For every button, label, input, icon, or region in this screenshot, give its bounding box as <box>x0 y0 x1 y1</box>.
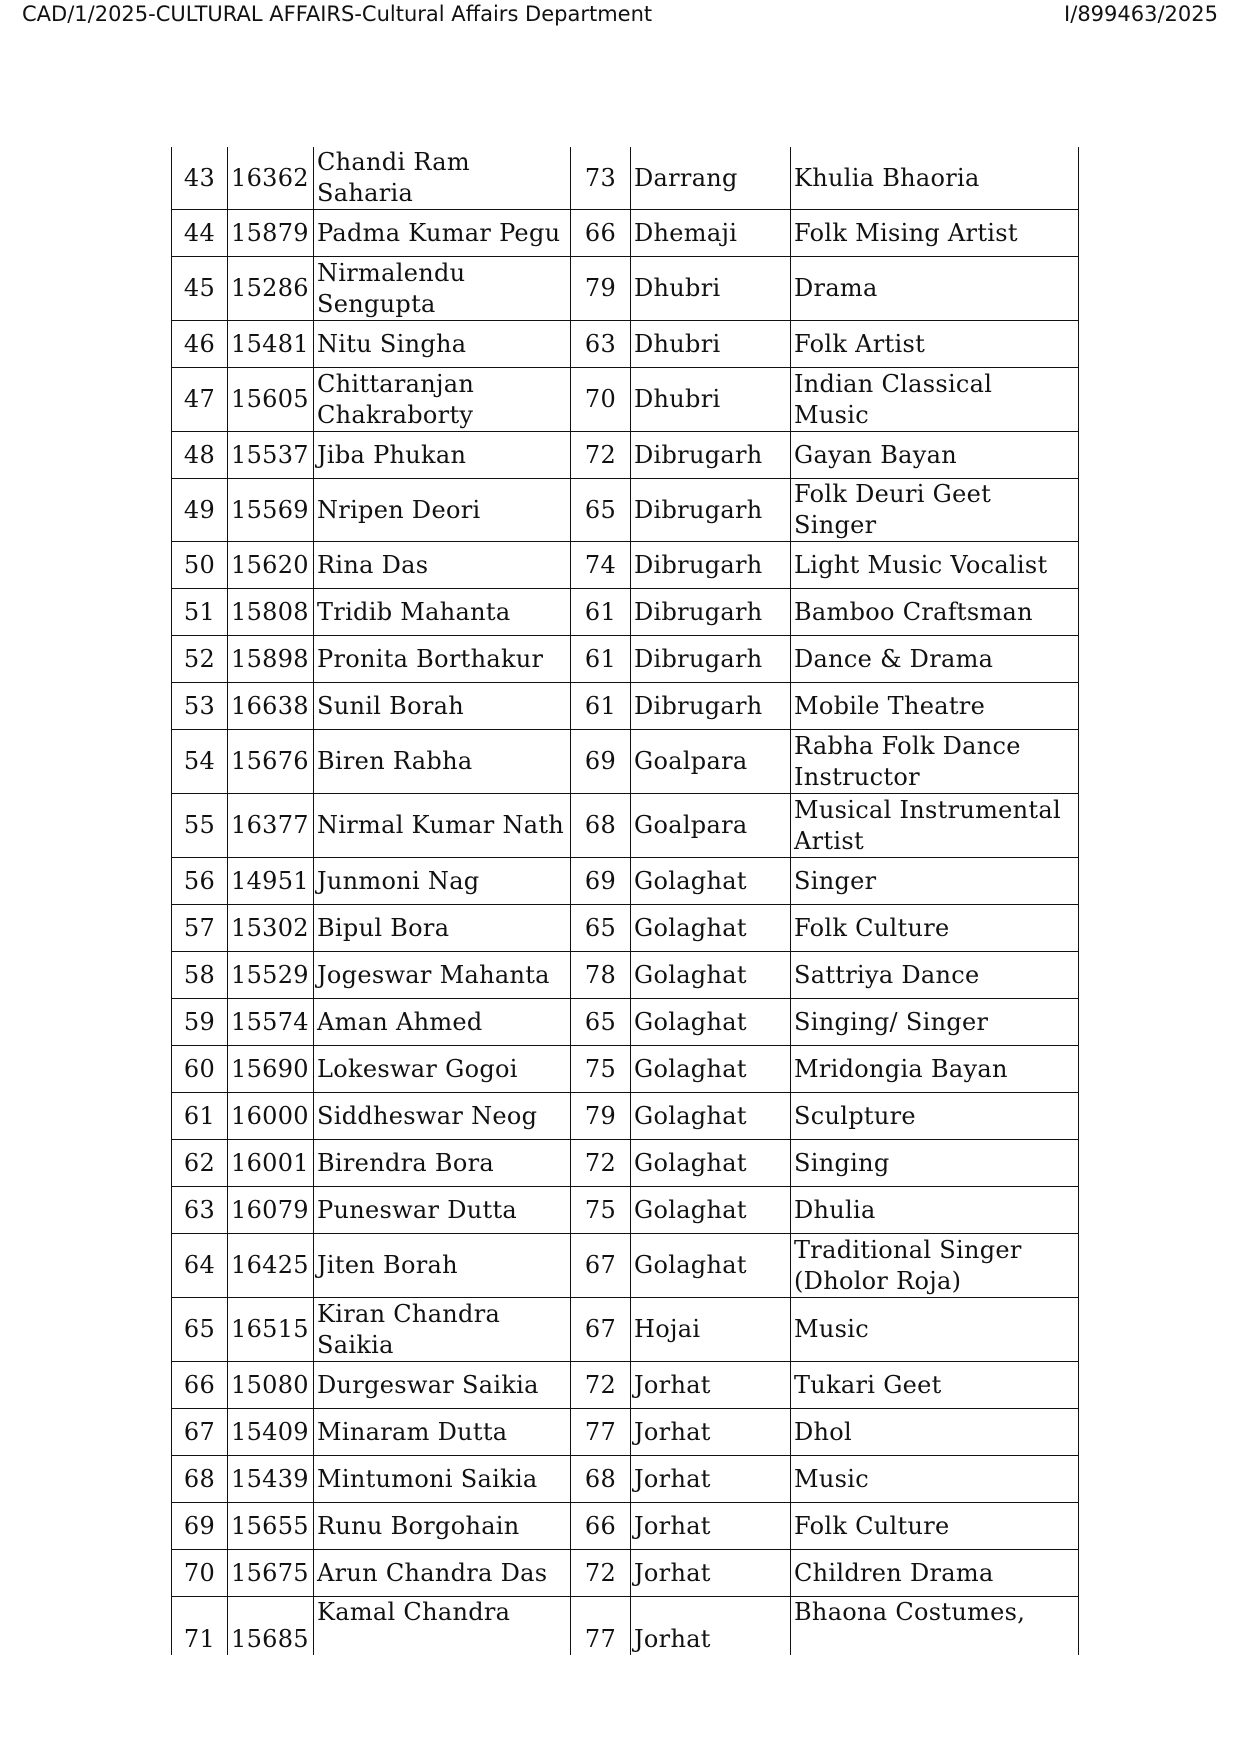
age-cell: 65 <box>571 479 631 542</box>
art-field-cell: Drama <box>791 257 1079 321</box>
artist-name-cell: Pronita Borthakur <box>314 636 571 683</box>
art-field-cell: Mobile Theatre <box>791 683 1079 730</box>
age-cell: 73 <box>571 147 631 210</box>
artist-id-cell: 15808 <box>228 589 314 636</box>
district-cell: Golaghat <box>631 1140 791 1187</box>
art-field-cell: Singing <box>791 1140 1079 1187</box>
age-cell: 69 <box>571 858 631 905</box>
table-row <box>172 589 1079 636</box>
serial-number-cell: 63 <box>172 1187 228 1234</box>
artist-id-cell: 16362 <box>228 147 314 210</box>
age-cell: 77 <box>571 1597 631 1655</box>
table-row <box>172 1362 1079 1409</box>
district-cell: Jorhat <box>631 1456 791 1503</box>
artist-id-cell: 15685 <box>228 1597 314 1655</box>
art-field-cell: Light Music Vocalist <box>791 542 1079 589</box>
serial-number-cell: 55 <box>172 794 228 858</box>
serial-number-cell: 57 <box>172 905 228 952</box>
serial-number-cell: 51 <box>172 589 228 636</box>
age-cell: 69 <box>571 730 631 794</box>
district-cell: Dibrugarh <box>631 589 791 636</box>
district-cell: Dibrugarh <box>631 636 791 683</box>
art-field-cell: Sculpture <box>791 1093 1079 1140</box>
age-cell: 67 <box>571 1234 631 1298</box>
district-cell: Dibrugarh <box>631 479 791 542</box>
table-row <box>172 1409 1079 1456</box>
art-field-cell: Singing/ Singer <box>791 999 1079 1046</box>
table-row <box>172 999 1079 1046</box>
artist-id-cell: 15605 <box>228 368 314 432</box>
district-cell: Goalpara <box>631 730 791 794</box>
table-row <box>172 479 1079 542</box>
age-cell: 75 <box>571 1187 631 1234</box>
artist-id-cell: 15537 <box>228 432 314 479</box>
table-row <box>172 368 1079 432</box>
artist-id-cell: 15620 <box>228 542 314 589</box>
district-cell: Jorhat <box>631 1503 791 1550</box>
art-field-cell: Indian Classical Music <box>791 368 1079 432</box>
artist-name-cell: Puneswar Dutta <box>314 1187 571 1234</box>
art-field-cell: Musical Instrumental Artist <box>791 794 1079 858</box>
art-field-cell: Dance & Drama <box>791 636 1079 683</box>
art-field-cell: Traditional Singer (Dholor Roja) <box>791 1234 1079 1298</box>
artist-name-cell: Jiba Phukan <box>314 432 571 479</box>
table-row <box>172 1187 1079 1234</box>
table-row <box>172 1456 1079 1503</box>
serial-number-cell: 45 <box>172 257 228 321</box>
age-cell: 72 <box>571 1362 631 1409</box>
serial-number-cell: 48 <box>172 432 228 479</box>
age-cell: 68 <box>571 794 631 858</box>
district-cell: Dibrugarh <box>631 683 791 730</box>
age-cell: 74 <box>571 542 631 589</box>
serial-number-cell: 47 <box>172 368 228 432</box>
age-cell: 72 <box>571 1550 631 1597</box>
art-field-cell: Folk Deuri Geet Singer <box>791 479 1079 542</box>
serial-number-cell: 50 <box>172 542 228 589</box>
artist-id-cell: 16377 <box>228 794 314 858</box>
age-cell: 68 <box>571 1456 631 1503</box>
artist-name-cell: Nripen Deori <box>314 479 571 542</box>
table-row <box>172 542 1079 589</box>
artist-name-cell: Nitu Singha <box>314 321 571 368</box>
age-cell: 79 <box>571 257 631 321</box>
artist-name-cell: Runu Borgohain <box>314 1503 571 1550</box>
serial-number-cell: 71 <box>172 1597 228 1655</box>
artist-name-cell: Jogeswar Mahanta <box>314 952 571 999</box>
serial-number-cell: 66 <box>172 1362 228 1409</box>
table-row <box>172 858 1079 905</box>
age-cell: 61 <box>571 683 631 730</box>
district-cell: Darrang <box>631 147 791 210</box>
artist-id-cell: 15409 <box>228 1409 314 1456</box>
art-field-cell: Music <box>791 1456 1079 1503</box>
serial-number-cell: 52 <box>172 636 228 683</box>
artist-name-cell: Lokeswar Gogoi <box>314 1046 571 1093</box>
artist-id-cell: 15690 <box>228 1046 314 1093</box>
table-row <box>172 730 1079 794</box>
age-cell: 65 <box>571 905 631 952</box>
district-cell: Golaghat <box>631 1187 791 1234</box>
art-field-cell: Khulia Bhaoria <box>791 147 1079 210</box>
serial-number-cell: 58 <box>172 952 228 999</box>
age-cell: 66 <box>571 210 631 257</box>
serial-number-cell: 64 <box>172 1234 228 1298</box>
table-row <box>172 794 1079 858</box>
artist-name-cell: Tridib Mahanta <box>314 589 571 636</box>
artist-id-cell: 15569 <box>228 479 314 542</box>
table-row <box>172 952 1079 999</box>
artist-id-cell: 15286 <box>228 257 314 321</box>
serial-number-cell: 69 <box>172 1503 228 1550</box>
table-row <box>172 321 1079 368</box>
age-cell: 67 <box>571 1298 631 1362</box>
art-field-cell: Folk Artist <box>791 321 1079 368</box>
age-cell: 61 <box>571 589 631 636</box>
art-field-cell: Children Drama <box>791 1550 1079 1597</box>
art-field-cell: Dhulia <box>791 1187 1079 1234</box>
artist-id-cell: 15302 <box>228 905 314 952</box>
age-cell: 70 <box>571 368 631 432</box>
art-field-cell: Dhol <box>791 1409 1079 1456</box>
artist-id-cell: 15080 <box>228 1362 314 1409</box>
serial-number-cell: 54 <box>172 730 228 794</box>
table-row <box>172 210 1079 257</box>
artist-id-cell: 15529 <box>228 952 314 999</box>
artist-name-cell: Birendra Bora <box>314 1140 571 1187</box>
artist-id-cell: 15481 <box>228 321 314 368</box>
artist-name-cell: Sunil Borah <box>314 683 571 730</box>
artist-name-cell: Padma Kumar Pegu <box>314 210 571 257</box>
artist-id-cell: 16001 <box>228 1140 314 1187</box>
district-cell: Hojai <box>631 1298 791 1362</box>
district-cell: Jorhat <box>631 1409 791 1456</box>
serial-number-cell: 46 <box>172 321 228 368</box>
table-row <box>172 905 1079 952</box>
artist-table-container <box>171 147 1078 1653</box>
artist-id-cell: 16000 <box>228 1093 314 1140</box>
art-field-cell: Bhaona Costumes, <box>791 1597 1079 1655</box>
artist-name-cell: Jiten Borah <box>314 1234 571 1298</box>
art-field-cell: Folk Mising Artist <box>791 210 1079 257</box>
artist-id-cell: 15879 <box>228 210 314 257</box>
age-cell: 79 <box>571 1093 631 1140</box>
table-row <box>172 1550 1079 1597</box>
district-cell: Golaghat <box>631 858 791 905</box>
serial-number-cell: 43 <box>172 147 228 210</box>
artist-id-cell: 14951 <box>228 858 314 905</box>
district-cell: Jorhat <box>631 1597 791 1655</box>
artist-name-cell: Chandi Ram Saharia <box>314 147 571 210</box>
art-field-cell: Rabha Folk Dance Instructor <box>791 730 1079 794</box>
artist-name-cell: Durgeswar Saikia <box>314 1362 571 1409</box>
age-cell: 72 <box>571 432 631 479</box>
serial-number-cell: 68 <box>172 1456 228 1503</box>
district-cell: Dhubri <box>631 321 791 368</box>
artist-name-cell: Minaram Dutta <box>314 1409 571 1456</box>
serial-number-cell: 49 <box>172 479 228 542</box>
district-cell: Jorhat <box>631 1550 791 1597</box>
artist-name-cell: Biren Rabha <box>314 730 571 794</box>
district-cell: Goalpara <box>631 794 791 858</box>
artist-id-cell: 16515 <box>228 1298 314 1362</box>
table-row <box>172 1597 1079 1655</box>
table-row <box>172 636 1079 683</box>
art-field-cell: Sattriya Dance <box>791 952 1079 999</box>
serial-number-cell: 61 <box>172 1093 228 1140</box>
district-cell: Golaghat <box>631 905 791 952</box>
artist-id-cell: 16425 <box>228 1234 314 1298</box>
age-cell: 66 <box>571 1503 631 1550</box>
age-cell: 65 <box>571 999 631 1046</box>
serial-number-cell: 65 <box>172 1298 228 1362</box>
artist-name-cell: Kiran Chandra Saikia <box>314 1298 571 1362</box>
artist-name-cell: Junmoni Nag <box>314 858 571 905</box>
art-field-cell: Bamboo Craftsman <box>791 589 1079 636</box>
artist-id-cell: 15898 <box>228 636 314 683</box>
artist-name-cell: Siddheswar Neog <box>314 1093 571 1140</box>
age-cell: 72 <box>571 1140 631 1187</box>
serial-number-cell: 62 <box>172 1140 228 1187</box>
artist-id-cell: 15676 <box>228 730 314 794</box>
serial-number-cell: 44 <box>172 210 228 257</box>
table-row <box>172 147 1079 210</box>
artist-name-cell: Bipul Bora <box>314 905 571 952</box>
table-row <box>172 257 1079 321</box>
district-cell: Dhubri <box>631 368 791 432</box>
district-cell: Jorhat <box>631 1362 791 1409</box>
artist-name-cell: Rina Das <box>314 542 571 589</box>
age-cell: 78 <box>571 952 631 999</box>
artist-name-cell: Mintumoni Saikia <box>314 1456 571 1503</box>
district-cell: Golaghat <box>631 1046 791 1093</box>
district-cell: Golaghat <box>631 952 791 999</box>
age-cell: 61 <box>571 636 631 683</box>
document-reference: CAD/1/2025-CULTURAL AFFAIRS-Cultural Affairs Department <box>22 2 653 26</box>
serial-number-cell: 60 <box>172 1046 228 1093</box>
table-row <box>172 432 1079 479</box>
art-field-cell: Gayan Bayan <box>791 432 1079 479</box>
table-row <box>172 1093 1079 1140</box>
artist-id-cell: 16079 <box>228 1187 314 1234</box>
artist-name-cell: Nirmal Kumar Nath <box>314 794 571 858</box>
art-field-cell: Tukari Geet <box>791 1362 1079 1409</box>
artist-name-cell: Kamal Chandra <box>314 1597 571 1655</box>
artist-name-cell: Chittaranjan Chakraborty <box>314 368 571 432</box>
district-cell: Dibrugarh <box>631 432 791 479</box>
artist-id-cell: 15439 <box>228 1456 314 1503</box>
district-cell: Dhubri <box>631 257 791 321</box>
art-field-cell: Singer <box>791 858 1079 905</box>
table-row <box>172 1140 1079 1187</box>
district-cell: Dibrugarh <box>631 542 791 589</box>
district-cell: Dhemaji <box>631 210 791 257</box>
serial-number-cell: 67 <box>172 1409 228 1456</box>
table-row <box>172 1298 1079 1362</box>
artist-name-cell: Nirmalendu Sengupta <box>314 257 571 321</box>
serial-number-cell: 56 <box>172 858 228 905</box>
art-field-cell: Folk Culture <box>791 1503 1079 1550</box>
artist-name-cell: Arun Chandra Das <box>314 1550 571 1597</box>
artist-table <box>171 147 1079 1655</box>
age-cell: 63 <box>571 321 631 368</box>
artist-table-body <box>172 147 1079 1655</box>
table-row <box>172 1234 1079 1298</box>
artist-name-cell: Aman Ahmed <box>314 999 571 1046</box>
artist-id-cell: 15574 <box>228 999 314 1046</box>
art-field-cell: Folk Culture <box>791 905 1079 952</box>
table-row <box>172 1046 1079 1093</box>
art-field-cell: Music <box>791 1298 1079 1362</box>
age-cell: 75 <box>571 1046 631 1093</box>
age-cell: 77 <box>571 1409 631 1456</box>
serial-number-cell: 59 <box>172 999 228 1046</box>
artist-id-cell: 15655 <box>228 1503 314 1550</box>
artist-id-cell: 15675 <box>228 1550 314 1597</box>
artist-id-cell: 16638 <box>228 683 314 730</box>
district-cell: Golaghat <box>631 1093 791 1140</box>
table-row <box>172 1503 1079 1550</box>
district-cell: Golaghat <box>631 999 791 1046</box>
table-row <box>172 683 1079 730</box>
district-cell: Golaghat <box>631 1234 791 1298</box>
serial-number-cell: 53 <box>172 683 228 730</box>
serial-number-cell: 70 <box>172 1550 228 1597</box>
art-field-cell: Mridongia Bayan <box>791 1046 1079 1093</box>
document-number: I/899463/2025 <box>1064 2 1218 26</box>
